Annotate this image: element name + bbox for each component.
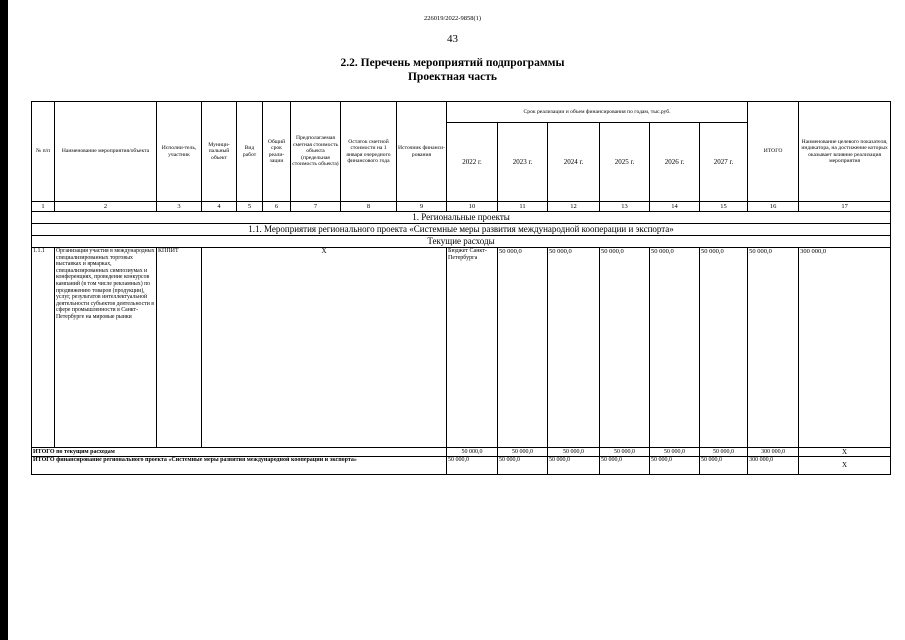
- grand-total-2022: 50 000,0: [447, 457, 498, 475]
- header-year-2026: 2026 г.: [650, 123, 700, 202]
- row-number: 1.1.1: [32, 248, 55, 448]
- header-num: № п/п: [32, 102, 55, 202]
- subtotal-label: ИТОГО по текущим расходам: [32, 448, 447, 457]
- header-name: Наименование мероприятия/объекта: [55, 102, 157, 202]
- executor: КППИТ: [157, 248, 202, 448]
- funding-source: Бюджет Санкт-Петербурга: [447, 248, 498, 448]
- column-number: 11: [498, 202, 548, 212]
- column-number: 10: [447, 202, 498, 212]
- subtotal-2024: 50 000,0: [548, 448, 600, 457]
- column-number: 1: [32, 202, 55, 212]
- column-number: 8: [341, 202, 397, 212]
- header-source: Источник финанси-рования: [397, 102, 447, 202]
- column-number: 2: [55, 202, 157, 212]
- grand-total-2024: 50 000,0: [548, 457, 600, 475]
- subtotal-cross: Х: [799, 448, 891, 457]
- value-2027: 50 000,0: [748, 248, 799, 448]
- subtotal-2026: 50 000,0: [650, 448, 700, 457]
- column-number: 16: [748, 202, 799, 212]
- header-executor: Исполни-тель, участник: [157, 102, 202, 202]
- header-total: ИТОГО: [748, 102, 799, 202]
- grand-total-2027: 50 000,0: [700, 457, 748, 475]
- section-current-expenses: Текущие расходы: [32, 236, 891, 248]
- header-year-2023: 2023 г.: [498, 123, 548, 202]
- grand-total-cross: Х: [799, 457, 891, 475]
- table-row: [32, 248, 891, 448]
- header-remaining: Остаток сметной стоимости на 1 января очередного финансового года: [341, 102, 397, 202]
- header-municipality: Муници-пальный объект: [202, 102, 237, 202]
- grand-total-2025: 50 000,0: [600, 457, 650, 475]
- column-number: 15: [700, 202, 748, 212]
- subtotal-2027: 50 000,0: [700, 448, 748, 457]
- page-number: 43: [447, 33, 458, 45]
- header-year-2025: 2025 г.: [600, 123, 650, 202]
- subtotal-2022: 50 000,0: [447, 448, 498, 457]
- grand-total-total: 300 000,0: [748, 457, 799, 475]
- grand-total-row: [32, 457, 891, 475]
- grand-total-2026: 50 000,0: [650, 457, 700, 475]
- column-number: 6: [263, 202, 291, 212]
- header-period-group: Срок реализации и объем финансирования по годам, тыс.руб.: [447, 102, 748, 123]
- cross-mark: Х: [202, 248, 447, 448]
- column-number: 3: [157, 202, 202, 212]
- header-indicator: Наименование целевого показателя, индикатора, на достижение которых оказывает влияние реализация мероприятия: [799, 102, 891, 202]
- value-2026: 50 000,0: [700, 248, 748, 448]
- value-total: 300 000,0: [799, 248, 891, 448]
- header-cost: Предполагаемая сметная стоимость объекта (предельная стоимость объекта): [291, 102, 341, 202]
- column-number: 17: [799, 202, 891, 212]
- header-year-2022: 2022 г.: [447, 123, 498, 202]
- section-regional-project-measures: 1.1. Мероприятия регионального проекта «Системные меры развития международной кооперации и экспорта»: [32, 224, 891, 236]
- page-title: 2.2. Перечень мероприятий подпрограммы: [340, 57, 565, 69]
- column-number: 4: [202, 202, 237, 212]
- column-number: 9: [397, 202, 447, 212]
- page-subtitle: Проектная часть: [407, 71, 497, 83]
- column-number: 13: [600, 202, 650, 212]
- value-2024: 50 000,0: [600, 248, 650, 448]
- header-work-type: Вид работ: [237, 102, 263, 202]
- subtotal-row: [32, 448, 891, 457]
- header-year-2024: 2024 г.: [548, 123, 600, 202]
- subtotal-total: 300 000,0: [748, 448, 799, 457]
- section-regional-projects: 1. Региональные проекты: [32, 212, 891, 224]
- header-year-2027: 2027 г.: [700, 123, 748, 202]
- column-number: 12: [548, 202, 600, 212]
- column-number: 14: [650, 202, 700, 212]
- value-2025: 50 000,0: [650, 248, 700, 448]
- grand-total-label: ИТОГО финансирование регионального проекта «Системные меры развития международной кооперации и экспорта»: [32, 457, 447, 475]
- column-number: 5: [237, 202, 263, 212]
- column-number: 7: [291, 202, 341, 212]
- measures-table: [31, 101, 891, 475]
- subtotal-2025: 50 000,0: [600, 448, 650, 457]
- document-id: 226019/2022-9858(1): [423, 15, 482, 22]
- header-term: Общий срок реали-зации: [263, 102, 291, 202]
- value-2023: 50 000,0: [548, 248, 600, 448]
- grand-total-2023: 50 000,0: [498, 457, 548, 475]
- value-2022: 50 000,0: [498, 248, 548, 448]
- event-name: Организация участия в международных специализированных торговых выставках и ярмарках, специализированных симпозиумах и конференциях, проведение конкурсов кампаний (в том числе рекламных) по продвижению товаров (продукции), услуг, результатов интеллектуальной деятельности субъектов деятельности в сфере промышленности в Санкт-Петербурге на мировые рынки: [55, 248, 157, 448]
- scan-edge: [0, 0, 8, 640]
- subtotal-2023: 50 000,0: [498, 448, 548, 457]
